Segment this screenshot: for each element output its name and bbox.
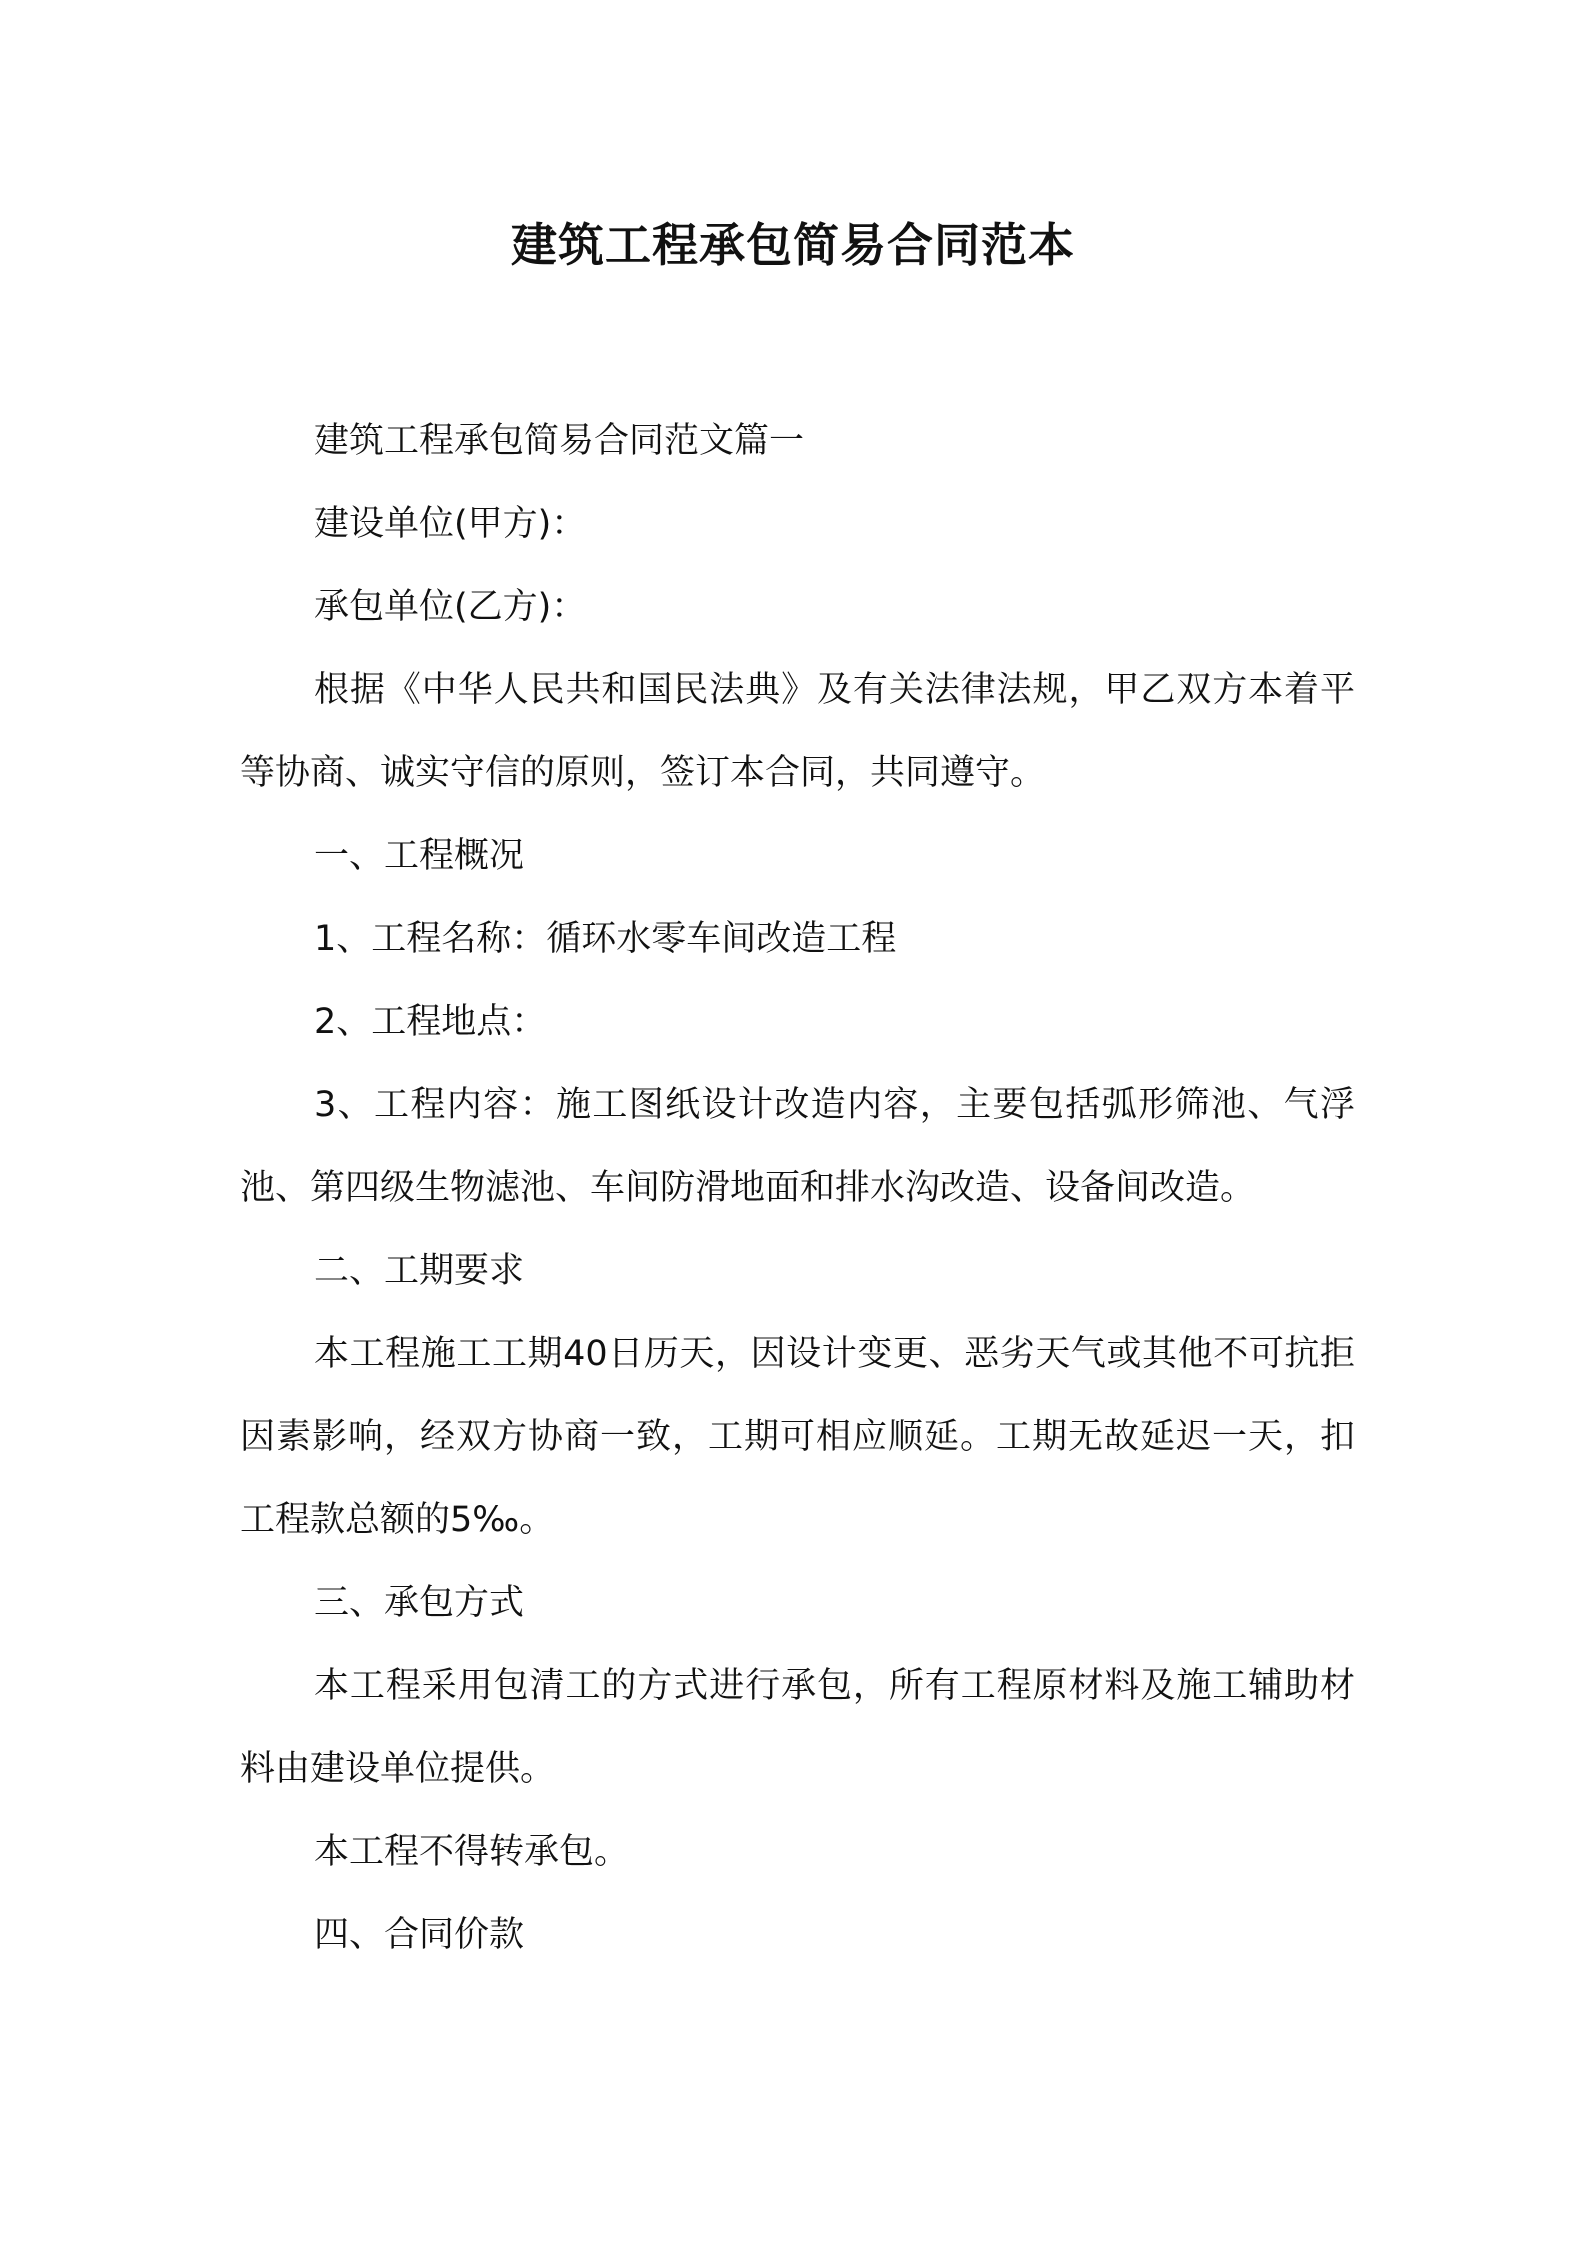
paragraph-contracting-detail: 本工程采用包清工的方式进行承包，所有工程原材料及施工辅助材料由建设单位提供。 [240, 1666, 1355, 1789]
paragraph-schedule-detail: 本工程施工工期40日历天，因设计变更、恶劣天气或其他不可抗拒因素影响，经双方协商一致，工期可相应顺延。工期无故延迟一天，扣工程款总额的5‰。 [240, 1334, 1355, 1540]
paragraph-project-name: 1、工程名称：循环水零车间改造工程 [314, 919, 897, 959]
document-title: 建筑工程承包简易合同范本 [511, 218, 1075, 272]
paragraph-heading-overview: 一、工程概况 [314, 836, 525, 876]
paragraph-heading-schedule: 二、工期要求 [314, 1251, 525, 1291]
paragraph-section-heading: 建筑工程承包简易合同范文篇一 [314, 421, 805, 461]
paragraph-heading-contracting: 三、承包方式 [314, 1583, 525, 1623]
document-body [240, 400, 1355, 1977]
paragraph-project-content: 3、工程内容：施工图纸设计改造内容，主要包括弧形筛池、气浮池、第四级生物滤池、车间防滑地面和排水沟改造、设备间改造。 [240, 1085, 1355, 1208]
paragraph-basis: 根据《中华人民共和国民法典》及有关法律法规，甲乙双方本着平等协商、诚实守信的原则，签订本合同，共同遵守。 [240, 670, 1355, 793]
paragraph-project-location: 2、工程地点： [314, 1002, 547, 1042]
paragraph-no-subcontract: 本工程不得转承包。 [314, 1832, 630, 1872]
paragraph-party-b: 承包单位(乙方)： [314, 587, 587, 627]
paragraph-heading-price: 四、合同价款 [314, 1915, 525, 1955]
paragraph-party-a: 建设单位(甲方)： [314, 504, 587, 544]
